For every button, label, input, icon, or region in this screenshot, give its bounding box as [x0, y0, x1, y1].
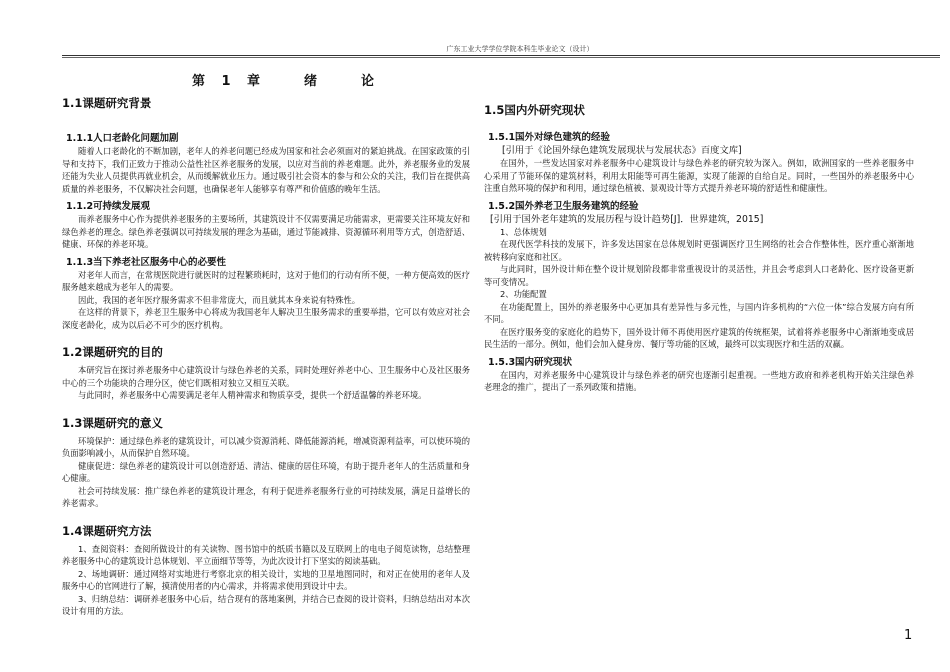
paragraph: 本研究旨在探讨养老服务中心建筑设计与绿色养老的关系，同时处理好养老中心、卫生服务中心及社区服务中心的三个功能块的合理分区，使它们既相对独立又相互关联。 [62, 365, 470, 388]
header-rule [62, 55, 940, 56]
paragraph: 健康促进：绿色养老的建筑设计可以创造舒适、清洁、健康的居住环境，有助于提升老年人的生活质量和身心健康。 [62, 460, 470, 483]
paragraph: 在现代医学科技的发展下，许多发达国家在总体规划时更强调医疗卫生网络的社会合作整体性，医疗重心渐渐地被转移向家庭和社区。 [484, 239, 914, 262]
page-number: 1 [904, 628, 913, 643]
paragraph: 在功能配置上，国外的养老服务中心更加具有差异性与多元性，与国内许多机构的“六位一体”综合发展方向有所不同。 [484, 301, 914, 324]
paragraph: 对老年人而言，在常规医院进行就医时的过程繁琐耗时，这对于他们的行动有所不便，一种方便高效的医疗服务越来越成为老年人的需要。 [62, 269, 470, 292]
section-heading-1-5: 1.5国内外研究现状 [484, 103, 585, 117]
citation: [引用于国外老年建筑的发展历程与设计趋势[J]．世界建筑，2015] [490, 213, 764, 225]
paragraph: 而养老服务中心作为提供养老服务的主要场所，其建筑设计不仅需要满足功能需求，更需要关注环境友好和绿色养老的理念。绿色养老强调以可持续发展的理念为基础，通过节能减排、资源循环利用等方式，创造舒适、健康、环保的养老环境。 [62, 214, 470, 249]
section-heading-1-1: 1.1课题研究背景 [62, 96, 152, 110]
subsection-heading-1-1-1: 1.1.1人口老龄化问题加剧 [66, 133, 179, 144]
subsection-heading-1-5-1: 1.5.1国外对绿色建筑的经验 [488, 132, 611, 143]
right-column [484, 96, 914, 394]
subsection-heading-1-5-2: 1.5.2国外养老卫生服务建筑的经验 [488, 200, 639, 212]
paragraph: 1、查阅资料：查阅所做设计的有关读物、图书馆中的纸质书籍以及互联网上的电电子阅览读物，总结整理养老服务中心的建筑设计总体规划、平立面细节等等，为此次设计打下坚实的阅读基础。 [62, 543, 470, 566]
paragraph: 在国外，一些发达国家对养老服务中心建筑设计与绿色养老的研究较为深入。例如，欧洲国家的一些养老服务中心采用了节能环保的建筑材料，利用太阳能等可再生能源，实现了能源的自给自足。同时，一些国外的养老服务中心注重自然环境的保护和利用，通过绿色植被、景观设计等方式提升养老环境的舒适性和健康性。 [484, 158, 914, 193]
subsection-heading-1-5-3: 1.5.3国内研究现状 [488, 356, 573, 368]
paragraph: 3、归纳总结：调研养老服务中心后，结合现有的落地案例，并结合已查阅的设计资料，归纳总结出对本次设计有用的方法。 [62, 593, 470, 616]
header-rule-thin [62, 57, 940, 58]
paragraph: 在这样的背景下，养老卫生服务中心将成为我国老年人解决卫生服务需求的重要举措，它可以有效应对社会深度老龄化，成为以后必不可少的医疗机构。 [62, 307, 470, 330]
paragraph: 在国内，对养老服务中心建筑设计与绿色养老的研究也逐渐引起重视。一些地方政府和养老机构开始关注绿色养老理念的推广，提出了一系列政策和措施。 [484, 369, 914, 392]
page-header: 广东工业大学学位学院本科生毕业论文（设计） [446, 45, 594, 53]
paragraph: 随着人口老龄化的不断加剧，老年人的养老问题已经成为国家和社会必须面对的紧迫挑战。在国家政策的引导和支持下，我们正致力于推动公益性社区养老服务的发展，以应对当前的养老难题。此外，养老服务业的发展还能为失业人员提供再就业机会，从而缓解就业压力。通过吸引社会资本的参与和公众的关注，我们旨在提供高质量的养老服务，不仅解决社会问题，也确保老年人能够享有尊严和价值感的晚年生活。 [62, 146, 470, 194]
subsection-heading-1-1-3: 1.1.3当下养老社区服务中心的必要性 [66, 256, 227, 268]
list-heading: 1、总体规划 [500, 226, 547, 237]
chapter-title: 第 1 章 绪 论 [191, 74, 381, 89]
section-heading-1-4: 1.4课题研究方法 [62, 523, 152, 538]
paragraph: 2、场地调研：通过网络对实地进行考察北京的相关设计，实地的卫星地图同时，和对正在使用的老年人及服务中心的官网进行了解，摸清使用者的内心需求，并将需求使用到设计中去。 [62, 568, 470, 591]
citation: [引用于《论国外绿色建筑发展现状与发展状态》百度文库] [502, 145, 742, 156]
paragraph: 与此同时，养老服务中心需要满足老年人精神需求和物质享受，提供一个舒适温馨的养老环境。 [78, 390, 427, 400]
subsection-heading-1-1-2: 1.1.2可持续发展观 [66, 201, 151, 212]
paragraph: 与此同时，国外设计师在整个设计规划阶段都非常重视设计的灵活性，并且会考虑到人口老龄化、医疗设备更新等可变情况。 [484, 264, 914, 287]
paragraph: 在医疗服务变的家庭化的趋势下，国外设计师不再使用医疗建筑的传统框架，试着将养老服务中心渐渐地变成居民生活的一部分。例如，他们会加入健身房、餐厅等功能的区域，最终可以实现医疗和生活的双赢。 [484, 326, 914, 349]
section-heading-1-2: 1.2课题研究的目的 [62, 345, 163, 359]
paragraph: 社会可持续发展：推广绿色养老的建筑设计理念，有利于促进养老服务行业的可持续发展，满足日益增长的养老需求。 [62, 485, 470, 508]
section-heading-1-3: 1.3课题研究的意义 [62, 415, 163, 430]
paragraph: 环境保护：通过绿色养老的建筑设计，可以减少资源消耗、降低能源消耗，增减资源利益率，可以使环境的负面影响减小，从而保护自然环境。 [62, 435, 470, 458]
list-heading: 2、功能配置 [500, 289, 547, 299]
paragraph: 因此，我国的老年医疗服务需求不但非常庞大，而且就其本身来说有特殊性。 [78, 294, 361, 305]
left-column [62, 62, 470, 618]
